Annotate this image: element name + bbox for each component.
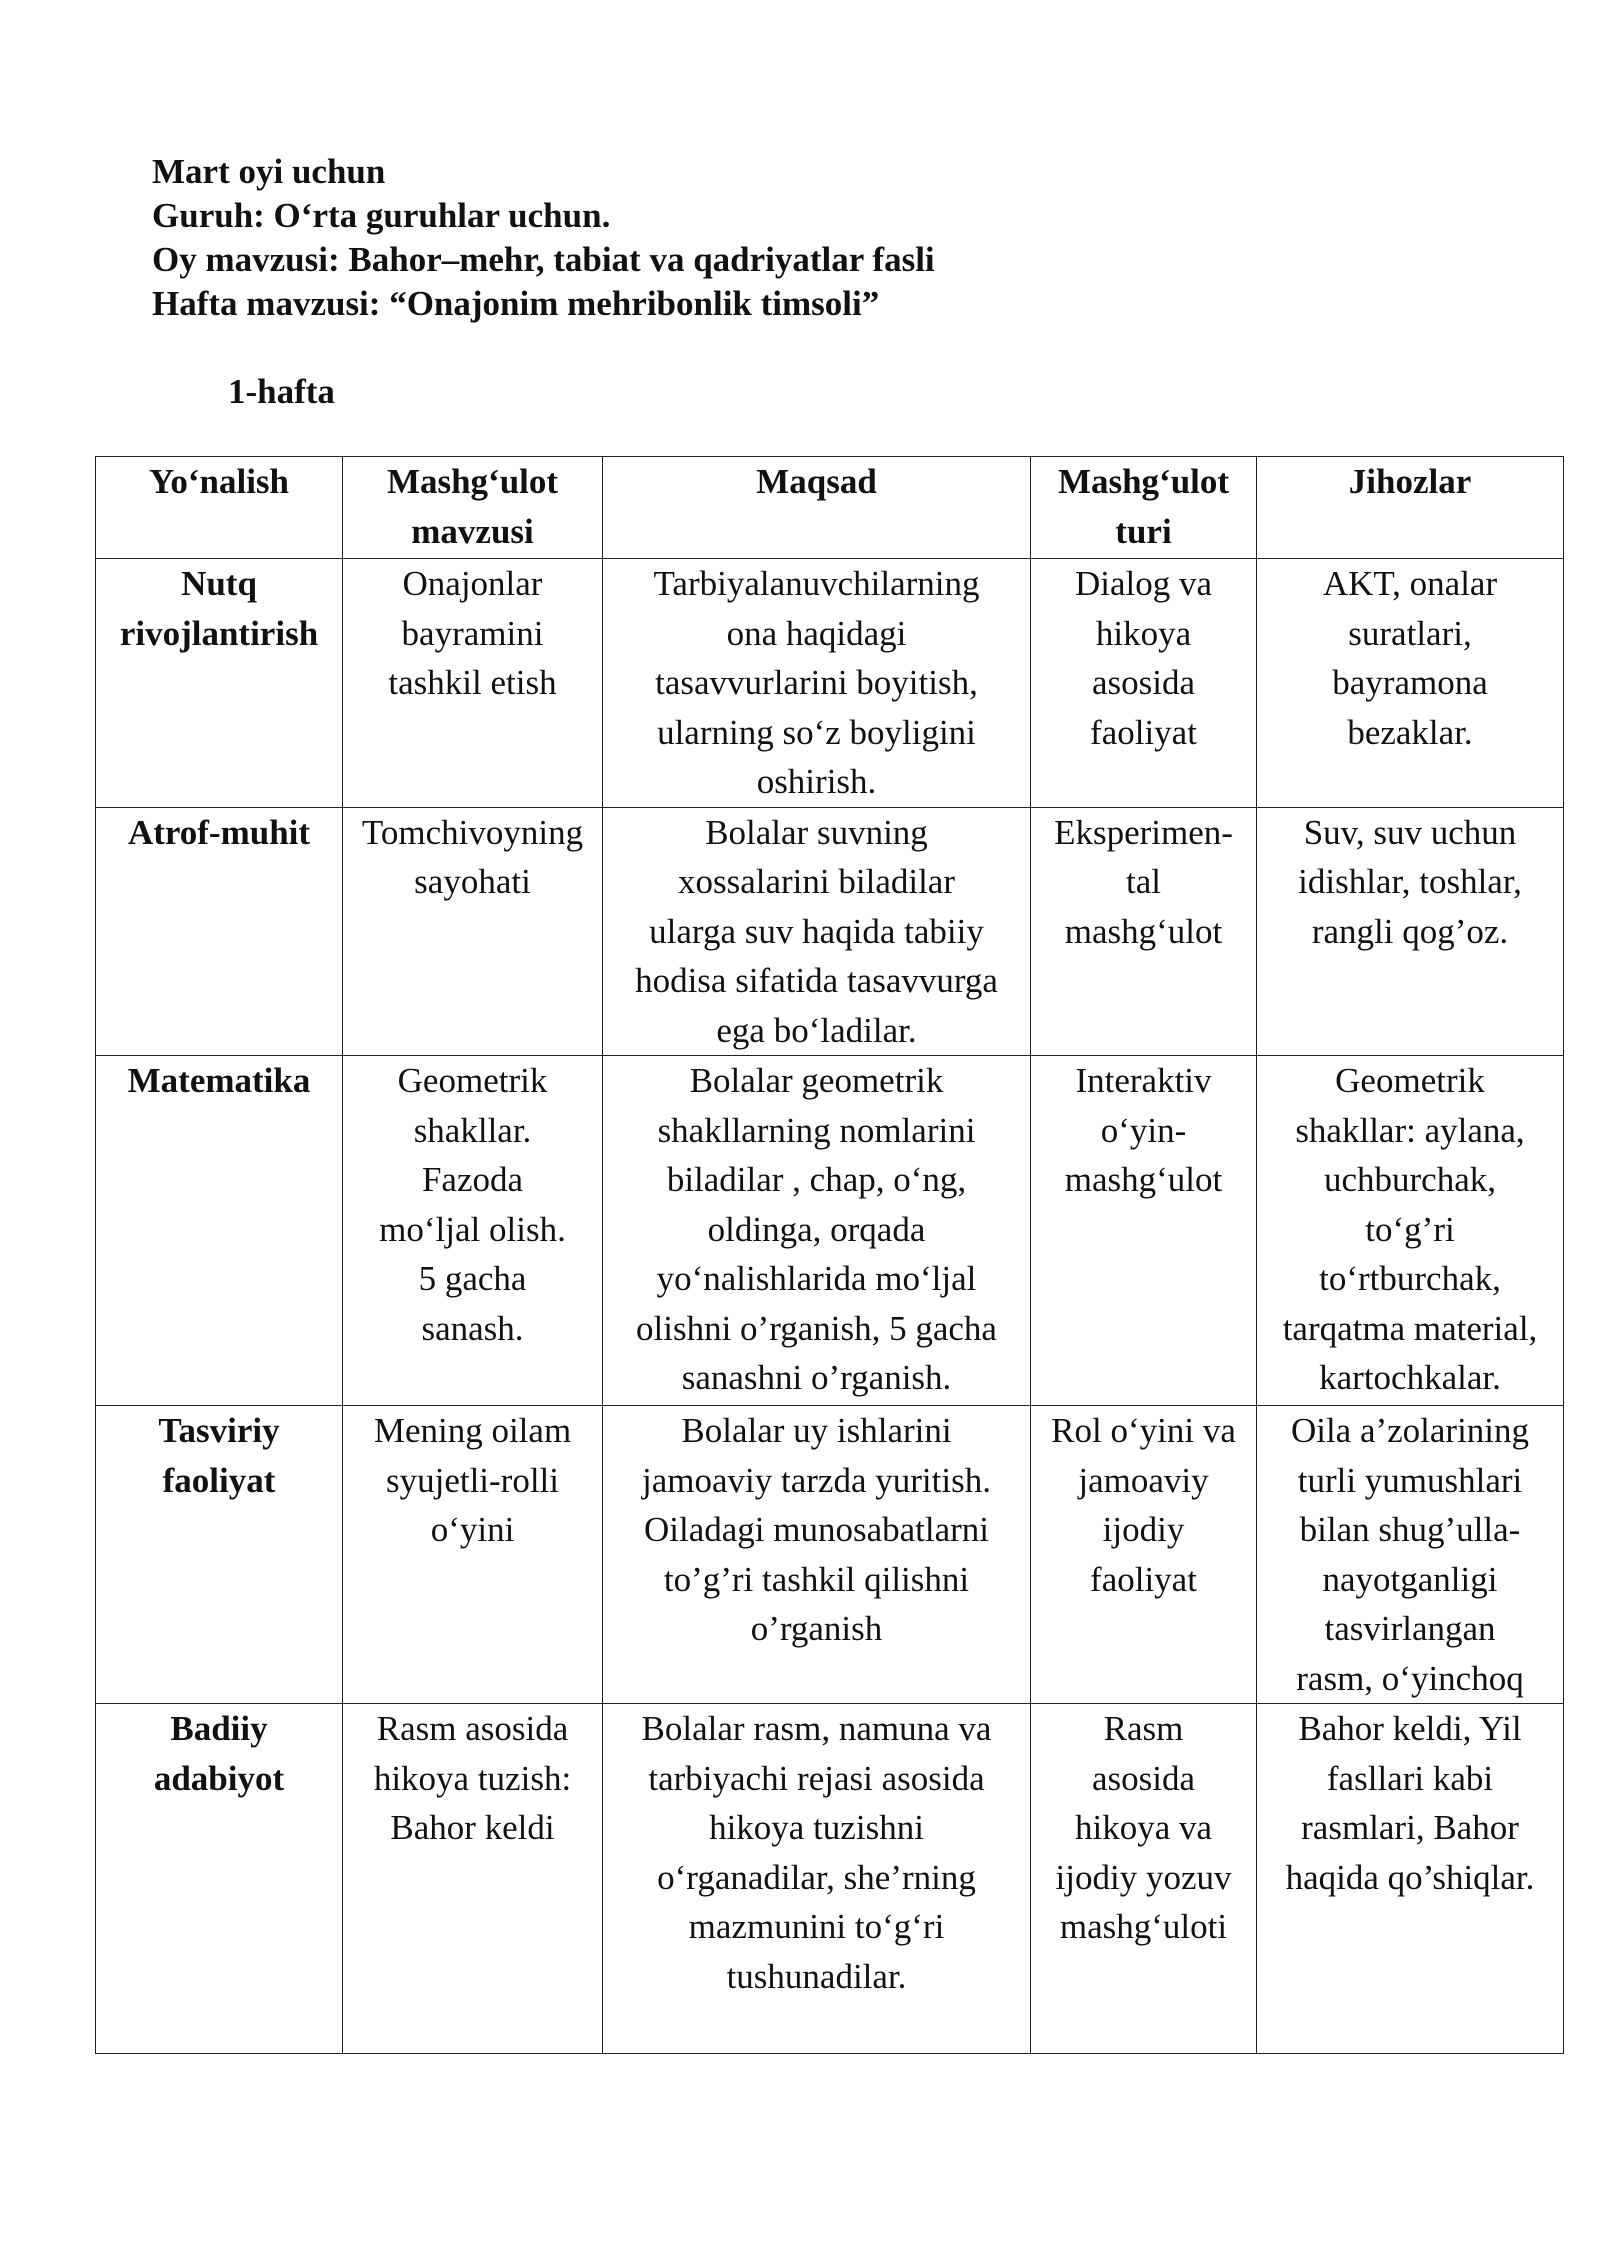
type-cell: Dialog va hikoya asosida faoliyat (1031, 559, 1257, 808)
type-cell: Interaktiv o‘yin- mashg‘ulot (1031, 1056, 1257, 1406)
direction-cell: Atrof-muhit (96, 807, 343, 1056)
topic-cell: Rasm asosida hikoya tuzish: Bahor keldi (343, 1704, 603, 2054)
week-theme-line: Hafta mavzusi: “Onajonim mehribonlik timsoli” (152, 284, 880, 323)
column-header-direction: Yo‘nalish (96, 457, 343, 559)
type-cell: Rasm asosida hikoya va ijodiy yozuv mashg‘uloti (1031, 1704, 1257, 2054)
direction-cell: Nutq rivojlantirish (96, 559, 343, 808)
column-header-goal: Maqsad (603, 457, 1031, 559)
column-header-equipment: Jihozlar (1257, 457, 1564, 559)
equipment-cell: Bahor keldi, Yil fasllari kabi rasmlari, Bahor haqida qo’shiqlar. (1257, 1704, 1564, 2054)
goal-cell: Bolalar uy ishlarini jamoaviy tarzda yuritish. Oiladagi munosabatlarni to’g’ri tashkil qilishni o’rganish (603, 1406, 1031, 1704)
equipment-cell: AKT, onalar suratlari, bayramona bezaklar. (1257, 559, 1564, 808)
month-theme-line: Oy mavzusi: Bahor–mehr, tabiat va qadriyatlar fasli (152, 240, 935, 279)
column-header-type: Mashg‘ulot turi (1031, 457, 1257, 559)
table-row (96, 1704, 1564, 2054)
topic-cell: Onajonlar bayramini tashkil etish (343, 559, 603, 808)
lesson-plan-table (95, 456, 1564, 2054)
topic-cell: Tomchivoyning sayohati (343, 807, 603, 1056)
table-row (96, 559, 1564, 808)
week-label: 1-hafta (228, 372, 335, 411)
type-cell: Rol o‘yini va jamoaviy ijodiy faoliyat (1031, 1406, 1257, 1704)
direction-cell: Tasviriy faoliyat (96, 1406, 343, 1704)
column-header-topic: Mashg‘ulot mavzusi (343, 457, 603, 559)
goal-cell: Bolalar suvning xossalarini biladilar ularga suv haqida tabiiy hodisa sifatida tasavvurga ega bo‘ladilar. (603, 807, 1031, 1056)
goal-cell: Tarbiyalanuvchilarning ona haqidagi tasavvurlarini boyitish, ularning so‘z boyligini oshirish. (603, 559, 1031, 808)
type-cell: Eksperimen- tal mashg‘ulot (1031, 807, 1257, 1056)
direction-cell: Matematika (96, 1056, 343, 1406)
month-line: Mart oyi uchun (152, 152, 386, 191)
topic-cell: Mening oilam syujetli-rolli o‘yini (343, 1406, 603, 1704)
topic-cell: Geometrik shakllar. Fazoda mo‘ljal olish. 5 gacha sanash. (343, 1056, 603, 1406)
table-row (96, 807, 1564, 1056)
goal-cell: Bolalar rasm, namuna va tarbiyachi rejasi asosida hikoya tuzishni o‘rganadilar, she’rning mazmunini to‘g‘ri tushunadilar. (603, 1704, 1031, 2054)
document-header (152, 150, 935, 326)
direction-cell: Badiiy adabiyot (96, 1704, 343, 2054)
table-header-row (96, 457, 1564, 559)
table-row (96, 1056, 1564, 1406)
equipment-cell: Suv, suv uchun idishlar, toshlar, rangli qog’oz. (1257, 807, 1564, 1056)
equipment-cell: Geometrik shakllar: aylana, uchburchak, to‘g’ri to‘rtburchak, tarqatma material, kartochkalar. (1257, 1056, 1564, 1406)
goal-cell: Bolalar geometrik shakllarning nomlarini biladilar , chap, o‘ng, oldinga, orqada yo‘nalishlarida mo‘ljal olishni o’rganish, 5 gacha sanashni o’rganish. (603, 1056, 1031, 1406)
group-line: Guruh: O‘rta guruhlar uchun. (152, 196, 611, 235)
equipment-cell: Oila a’zolarining turli yumushlari bilan shug’ulla- nayotganligi tasvirlangan rasm, o‘yinchoq (1257, 1406, 1564, 1704)
table-row (96, 1406, 1564, 1704)
